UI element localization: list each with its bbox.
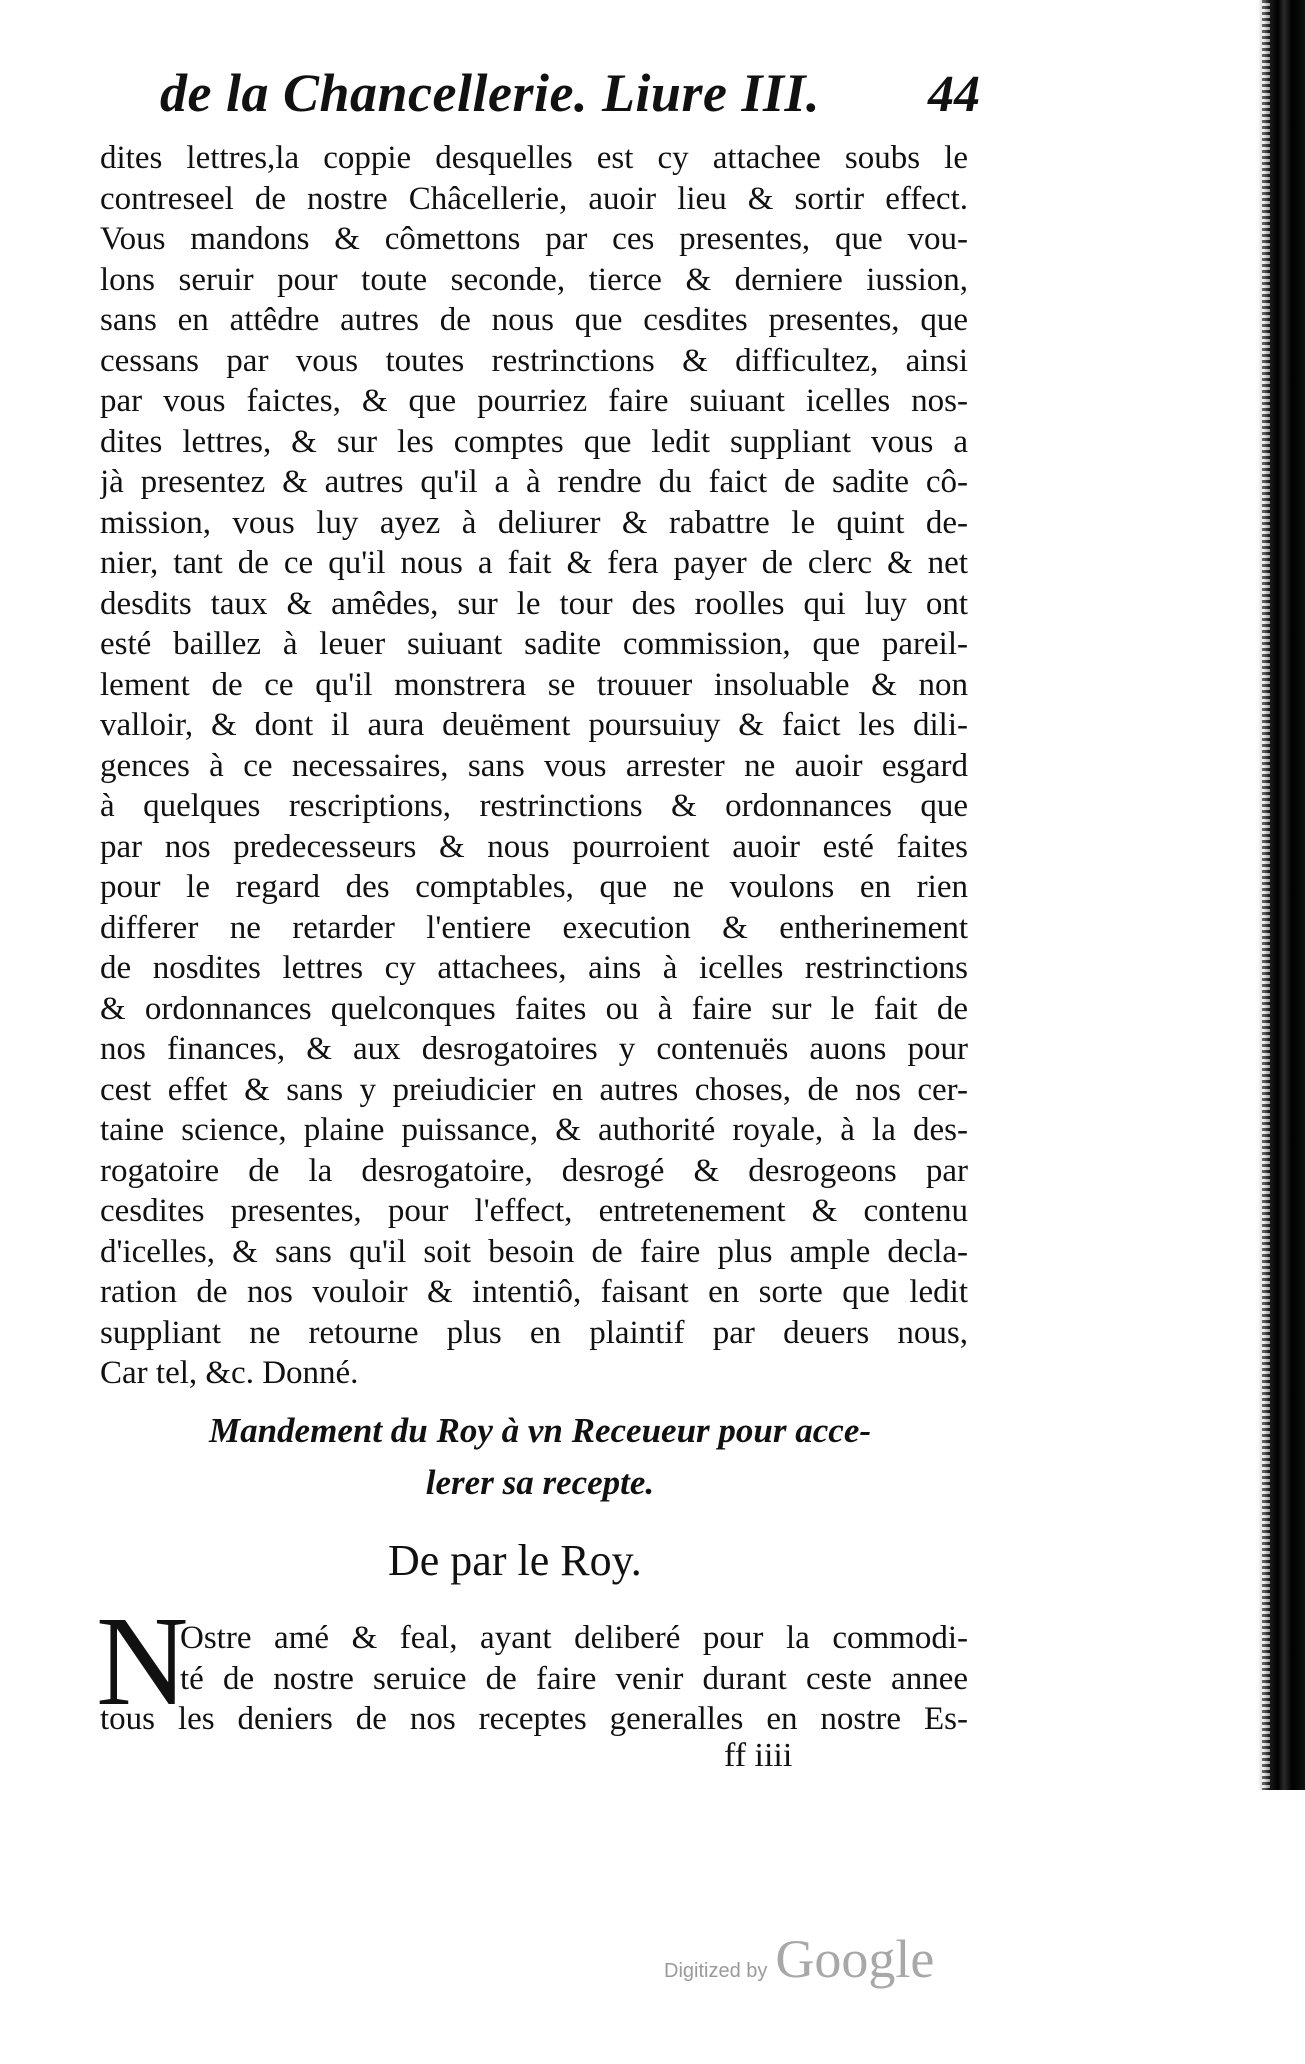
text-line: cesdites presentes, pour l'effect, entretenement & contenu bbox=[100, 1193, 968, 1229]
text-line: cest effet & sans y preiudicier en autres choses, de nos cer- bbox=[100, 1071, 968, 1108]
second-paragraph bbox=[100, 1618, 968, 1740]
text-line: & ordonnances quelconques faites ou à faire sur le fait de bbox=[100, 990, 968, 1027]
text-line: Vous mandons & cômettons par ces presentes, que vou- bbox=[100, 221, 968, 257]
text-line: suppliant ne retourne plus en plaintif par deuers nous, bbox=[100, 1314, 968, 1351]
page-number: 44 bbox=[928, 66, 980, 123]
text-line: par nos predecesseurs & nous pourroient auoir esté faites bbox=[100, 828, 968, 865]
text-line: dites lettres,la coppie desquelles est cy attachee soubs le bbox=[100, 140, 968, 176]
text-line: d'icelles, & sans qu'il soit besoin de faire plus ample decla- bbox=[100, 1233, 968, 1270]
text-line: té de nostre seruice de faire venir durant ceste annee bbox=[180, 1660, 968, 1697]
text-line: mission, vous luy ayez à deliurer & rabattre le quint de- bbox=[100, 504, 968, 541]
text-line: pour le regard des comptables, que ne voulons en rien bbox=[100, 869, 968, 905]
text-line: lement de ce qu'il monstrera se trouuer insoluable & non bbox=[100, 666, 968, 703]
text-line: de nosdites lettres cy attachees, ains à icelles restrinctions bbox=[100, 950, 968, 986]
text-line: contreseel de nostre Châcellerie, auoir lieu & sortir effect. bbox=[100, 180, 968, 217]
binding-edge-texture bbox=[1262, 0, 1270, 1790]
subheading: De par le Roy. bbox=[388, 1536, 642, 1585]
text-line: differer ne retarder l'entiere execution & entherinement bbox=[100, 909, 968, 946]
signature-mark: ff iiii bbox=[724, 1737, 793, 1774]
section-title bbox=[170, 1405, 910, 1509]
body-paragraph bbox=[100, 138, 968, 1394]
digitization-watermark bbox=[664, 1928, 934, 1988]
text-line: Car tel, &c. Donné. bbox=[100, 1355, 359, 1391]
text-line: gences à ce necessaires, sans vous arrester ne auoir esgard bbox=[100, 747, 968, 784]
text-line: nier, tant de ce qu'il nous a fait & fera payer de clerc & net bbox=[100, 545, 968, 581]
watermark-brand: Google bbox=[775, 1929, 935, 1989]
text-line: dites lettres, & sur les comptes que ledit suppliant vous a bbox=[100, 423, 968, 460]
text-line: à quelques rescriptions, restrinctions & ordonnances que bbox=[100, 788, 968, 824]
text-line: esté baillez à leuer suiuant sadite commission, que pareil- bbox=[100, 626, 968, 662]
text-line: sans en attêdre autres de nous que cesdites presentes, que bbox=[100, 302, 968, 338]
text-line: ration de nos vouloir & intentiô, faisant en sorte que ledit bbox=[100, 1274, 968, 1310]
text-line: nos finances, & aux desrogatoires y contenuës auons pour bbox=[100, 1031, 968, 1067]
text-line: rogatoire de la desrogatoire, desrogé & desrogeons par bbox=[100, 1152, 968, 1189]
text-line: desdits taux & amêdes, sur le tour des roolles qui luy ont bbox=[100, 585, 968, 622]
text-line: valloir, & dont il aura deuëment poursuiuy & faict les dili- bbox=[100, 707, 968, 743]
text-line: jà presentez & autres qu'il a à rendre du faict de sadite cô- bbox=[100, 464, 968, 500]
drop-cap: N bbox=[96, 1590, 189, 1732]
page-header bbox=[160, 62, 980, 132]
text-line: cessans par vous toutes restrinctions & difficultez, ainsi bbox=[100, 342, 968, 379]
text-line: par vous faictes, & que pourriez faire suiuant icelles nos- bbox=[100, 383, 968, 419]
section-title-line: lerer sa recepte. bbox=[425, 1463, 655, 1502]
running-head: de la Chancellerie. Liure III. bbox=[160, 63, 820, 123]
text-line: Ostre amé & feal, ayant deliberé pour la commodi- bbox=[180, 1620, 968, 1656]
text-line: taine science, plaine puissance, & authorité royale, à la des- bbox=[100, 1112, 968, 1148]
section-title-line: Mandement du Roy à vn Receueur pour acce- bbox=[208, 1411, 872, 1450]
text-line: tous les deniers de nos receptes generalles en nostre Es- bbox=[100, 1701, 968, 1737]
text-line: lons seruir pour toute seconde, tierce & derniere iussion, bbox=[100, 261, 968, 298]
watermark-prefix: Digitized by bbox=[664, 1960, 768, 1982]
